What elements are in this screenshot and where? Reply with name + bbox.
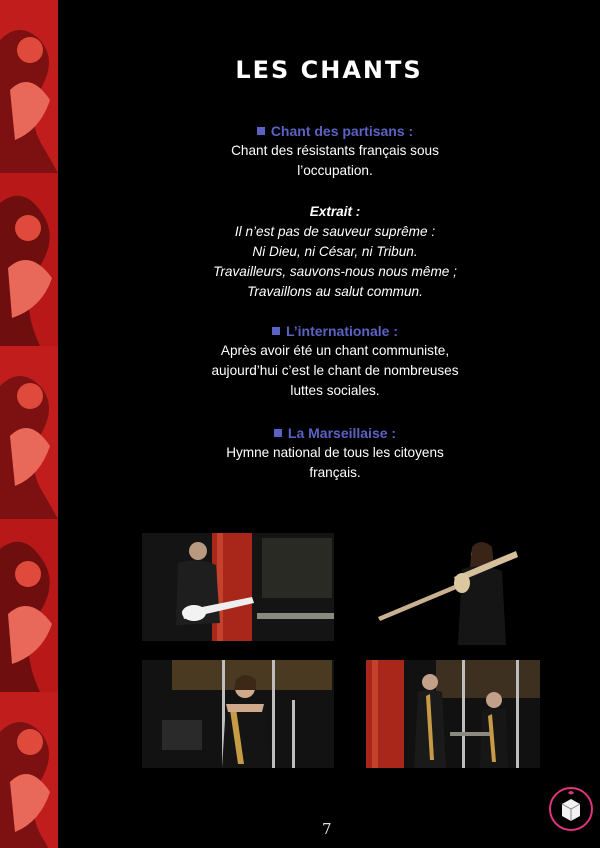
- section-internationale: [150, 321, 520, 401]
- page-number: 7: [322, 820, 332, 838]
- section-text-line: Hymne national de tous les citoyens: [226, 445, 444, 460]
- bullet-square-icon: [274, 429, 282, 437]
- photo-guitarist: [142, 533, 334, 641]
- page-title: LES CHANTS: [235, 56, 423, 84]
- dancer-image: [0, 0, 58, 173]
- extract-label: Extrait :: [309, 204, 361, 219]
- section-heading: Chant des partisans :: [150, 121, 520, 141]
- company-logo: [548, 786, 594, 832]
- section-heading: L’internationale :: [150, 321, 520, 341]
- dancer-image: [0, 519, 58, 692]
- bullet-square-icon: [257, 127, 265, 135]
- dancer-image: [0, 173, 58, 346]
- photo-saxophonist: [142, 660, 334, 768]
- section-text-line: luttes sociales.: [290, 383, 380, 398]
- side-decorative-strip: [0, 0, 58, 848]
- section-text-line: français.: [309, 465, 361, 480]
- photo-trombonist: [366, 533, 520, 645]
- section-chant-des-partisans: [150, 121, 520, 181]
- section-marseillaise: [150, 423, 520, 483]
- section-heading: La Marseillaise :: [150, 423, 520, 443]
- extract-line: Il n’est pas de sauveur suprême :: [234, 224, 436, 239]
- bullet-square-icon: [272, 327, 280, 335]
- extract-line: Ni Dieu, ni César, ni Tribun.: [252, 244, 418, 259]
- photo-trio-musicians: [366, 660, 540, 768]
- extract-line: Travaillons au salut commun.: [247, 284, 423, 299]
- dancer-image: [0, 692, 58, 848]
- section-text-line: Chant des résistants français sous: [231, 143, 439, 158]
- section-extract: [150, 202, 520, 302]
- section-text-line: Après avoir été un chant communiste,: [220, 343, 450, 358]
- section-text-line: l’occupation.: [297, 163, 373, 178]
- section-text-line: aujourd’hui c’est le chant de nombreuses: [211, 363, 459, 378]
- extract-line: Travailleurs, sauvons-nous nous même ;: [213, 264, 457, 279]
- dancer-image: [0, 346, 58, 519]
